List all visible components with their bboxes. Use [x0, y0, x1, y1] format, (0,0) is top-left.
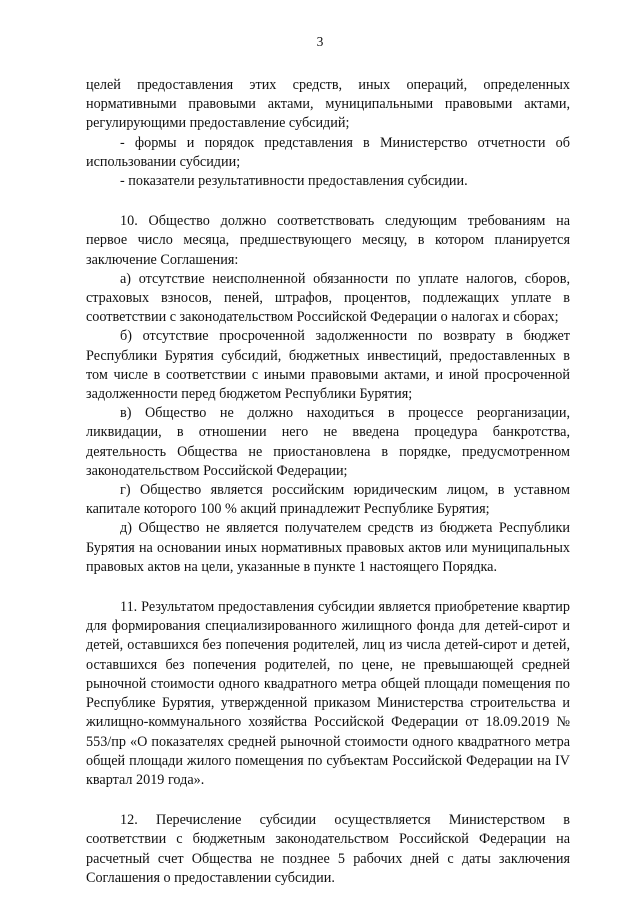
- paragraph-gap: [86, 790, 570, 811]
- paragraph: в) Общество не должно находиться в процессе реорганизации, ликвидации, в отношении него не введена процедура банкротства, деятельность Общества не приостановлена в порядке, предусмотренном законодательством Российской Федерации;: [86, 405, 570, 479]
- document-body: [86, 76, 570, 888]
- paragraph: 11. Результатом предоставления субсидии является приобретение квартир для формирования специализированного жилищного фонда для детей-сирот и детей, оставшихся без попечения родителей, лиц из числа детей-сирот и детей, оставшихся без попечения родителей, по цене, не превышающей средней рыночной стоимости одного квадратного метра общей площади помещения по Республике Бурятия, утвержденной приказом Министерства строительства и жилищно-коммунального хозяйства Российской Федерации от 18.09.2019 № 553/пр «О показателях средней рыночной стоимости одного квадратного метра общей площади жилого помещения по субъектам Российской Федерации на IV квартал 2019 года».: [86, 599, 570, 788]
- paragraph-gap: [86, 191, 570, 212]
- paragraph: - показатели результативности предоставления субсидии.: [120, 173, 468, 190]
- paragraph: - формы и порядок представления в Министерство отчетности об использовании субсидии;: [86, 134, 570, 170]
- paragraph: г) Общество является российским юридическим лицом, в уставном капитале которого 100 % акций принадлежит Республике Бурятия;: [86, 482, 570, 518]
- paragraph: б) отсутствие просроченной задолженности по возврату в бюджет Республики Бурятия субсидий, бюджетных инвестиций, предоставленных в том числе в соответствии с иными правовыми актами, и иной просроченной задолженности перед бюджетом Республики Бурятия;: [86, 328, 570, 403]
- paragraph: целей предоставления этих средств, иных операций, определенных нормативными правовыми актами, муниципальными правовыми актами, регулирующими предоставление субсидий;: [86, 77, 570, 132]
- paragraph: 10. Общество должно соответствовать следующим требованиям на первое число месяца, предшествующего месяцу, в котором планируется заключение Соглашения:: [86, 213, 570, 268]
- paragraph: 12. Перечисление субсидии осуществляется Министерством в соответствии с бюджетным законодательством Российской Федерации на расчетный счет Общества не позднее 5 рабочих дней с даты заключения Соглашения о предоставлении субсидии.: [86, 812, 570, 886]
- paragraph-gap: [86, 577, 570, 598]
- paragraph: а) отсутствие неисполненной обязанности по уплате налогов, сборов, страховых взносов, пеней, штрафов, процентов, подлежащих уплате в соответствии с законодательством Российской Федерации о налогах и сборах;: [86, 270, 570, 326]
- paragraph: д) Общество не является получателем средств из бюджета Республики Бурятия на основании иных нормативных правовых актов или муниципальных правовых актов на цели, указанные в пункте 1 настоящего Порядка.: [86, 520, 570, 575]
- page-number: 3: [316, 34, 324, 49]
